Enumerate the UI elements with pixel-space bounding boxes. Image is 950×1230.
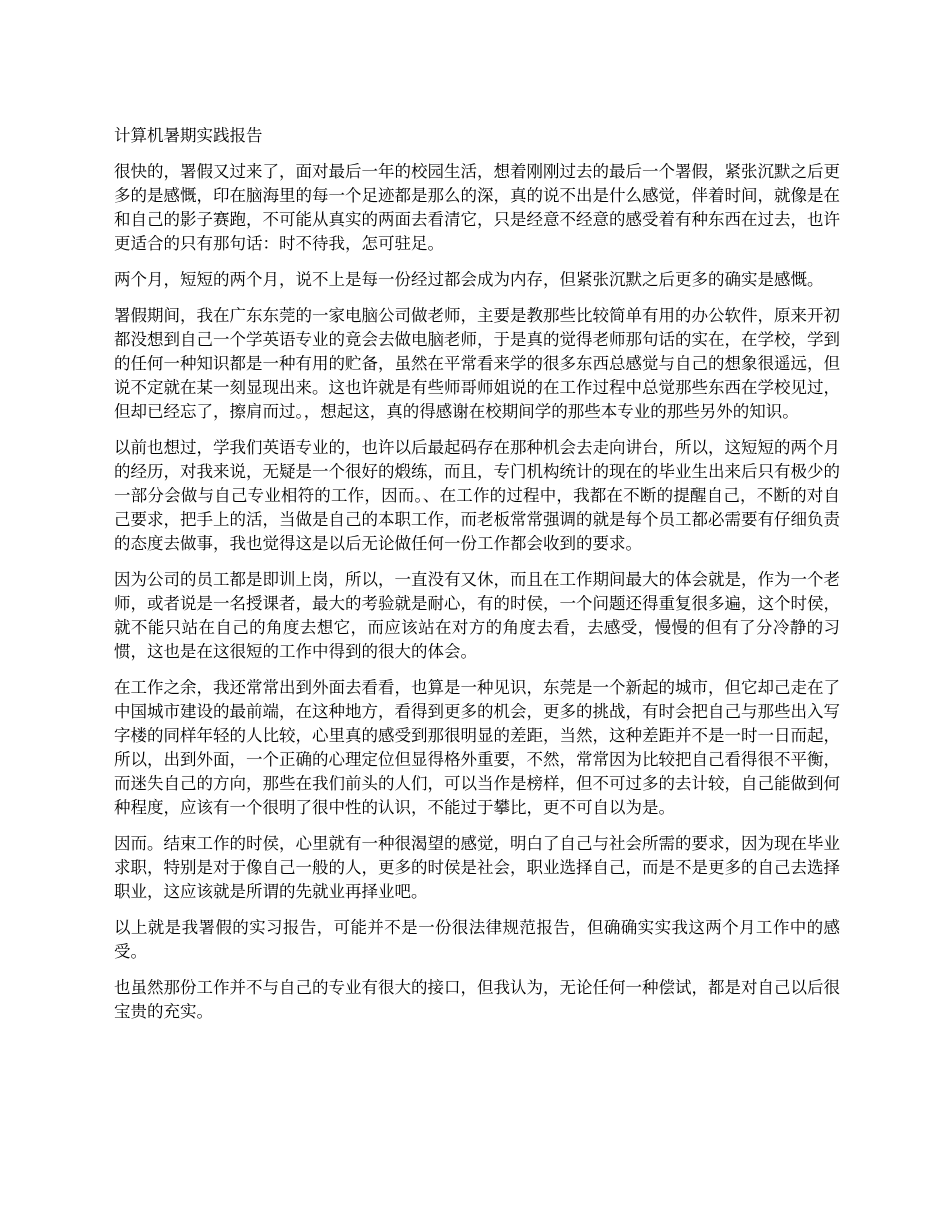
- paragraph: 以前也想过，学我们英语专业的，也许以后最起码存在那种机会去走向讲台，所以，这短短的两个月的经历，对我来说，无疑是一个很好的煅练，而且，专门机构统计的现在的毕业生出来后只有极少的一部分会做与自己专业相符的工作，因而。、在工作的过程中，我都在不断的提醒自己，不断的对自己要求，把手上的活，当做是自己的本职工作，而老板常常强调的就是每个员工都必需要有仔细负责的态度去做事，我也觉得这是以后无论做任何一份工作都会收到的要求。: [114, 438, 840, 553]
- document-page: [114, 124, 840, 1036]
- paragraph: 两个月，短短的两个月，说不上是每一份经过都会成为内存，但紧张沉默之后更多的确实是感慨。: [114, 270, 824, 289]
- paragraph: 因而。结束工作的时侯，心里就有一种很渴望的感觉，明白了自己与社会所需的要求，因为现在毕业求职，特别是对于像自己一般的人，更多的时侯是社会，职业选择自己，而是不是更多的自己去选择职业，这应该就是所谓的先就业再择业吧。: [114, 834, 840, 901]
- paragraph: 以上就是我署假的实习报告，可能并不是一份很法律规范报告，但确确实实我这两个月工作中的感受。: [114, 918, 840, 961]
- paragraph: 也虽然那份工作并不与自己的专业有很大的接口，但我认为，无论任何一种偿试，都是对自己以后很宝贵的充实。: [114, 978, 840, 1021]
- document-title: 计算机暑期实践报告: [114, 126, 263, 145]
- paragraph: 因为公司的员工都是即训上岗，所以，一直没有又休，而且在工作期间最大的体会就是，作为一个老师，或者说是一名授课者，最大的考验就是耐心，有的时侯，一个问题还得重复很多遍，这个时侯，就不能只站在自己的角度去想它，而应该站在对方的角度去看，去感受，慢慢的但有了分冷静的习惯，这也是在这很短的工作中得到的很大的体会。: [114, 570, 840, 661]
- paragraph: 在工作之余，我还常常出到外面去看看，也算是一种见识，东莞是一个新起的城市，但它却己走在了中国城市建设的最前端，在这种地方，看得到更多的机会，更多的挑战，有时会把自己与那些出入写字楼的同样年轻的人比较，心里真的感受到那很明显的差距，当然，这种差距并不是一时一日而起，所以，出到外面，一个正确的心理定位但显得格外重要，不然，常常因为比较把自己看得很不平衡，而迷失自己的方向，那些在我们前头的人们，可以当作是榜样，但不可过多的去计较，自己能做到何种程度，应该有一个很明了很中性的认识，不能过于攀比，更不可自以为是。: [114, 678, 840, 817]
- paragraph: 署假期间，我在广东东莞的一家电脑公司做老师，主要是教那些比较简单有用的办公软件，原来开初都没想到自己一个学英语专业的竟会去做电脑老师，于是真的觉得老师那句话的实在，在学校，学到的任何一种知识都是一种有用的贮备，虽然在平常看来学的很多东西总感觉与自己的想象很遥远，但说不定就在某一刻显现出来。这也许就是有些师哥师姐说的在工作过程中总觉那些东西在学校见过，但却已经忘了，擦肩而过。，想起这，真的得感谢在校期间学的那些本专业的那些另外的知识。: [114, 306, 840, 421]
- paragraph: 很快的，署假又过来了，面对最后一年的校园生活，想着刚刚过去的最后一个署假，紧张沉默之后更多的是感慨，印在脑海里的每一个足迹都是那么的深，真的说不出是什么感觉，伴着时间，就像是在和自己的影子赛跑，不可能从真实的两面去看清它，只是经意不经意的感受着有种东西在过去，也许更适合的只有那句话：时不待我，怎可驻足。: [114, 162, 840, 253]
